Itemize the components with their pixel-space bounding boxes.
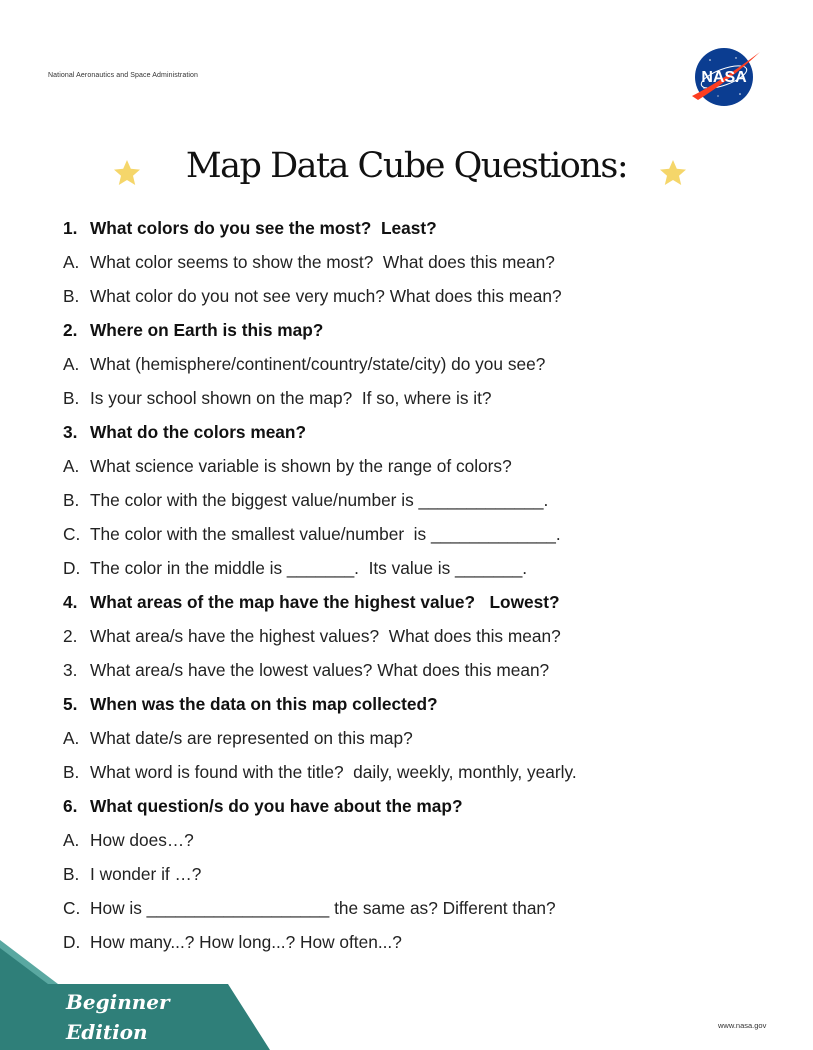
question-text: The color in the middle is _______. Its value is _______. — [90, 558, 528, 578]
question-number: A. — [63, 354, 80, 374]
question-item — [63, 823, 783, 857]
question-heading — [63, 313, 783, 347]
question-number: 3. — [63, 422, 78, 442]
question-number: 6. — [63, 796, 78, 816]
question-list — [63, 211, 783, 959]
page-title: Map Data Cube Questions: — [185, 146, 628, 186]
question-heading — [63, 211, 783, 245]
question-text: What (hemisphere/continent/country/state/city) do you see? — [90, 354, 546, 374]
question-number: A. — [63, 456, 80, 476]
question-text: Where on Earth is this map? — [90, 320, 324, 340]
question-item — [63, 857, 783, 891]
question-number: B. — [63, 864, 80, 884]
question-item — [63, 517, 783, 551]
question-item — [63, 755, 783, 789]
question-text: What do the colors mean? — [90, 422, 307, 442]
question-number: C. — [63, 898, 81, 918]
question-number: B. — [63, 490, 80, 510]
question-text: What science variable is shown by the range of colors? — [90, 456, 512, 476]
question-text: How many...? How long...? How often...? — [90, 932, 402, 952]
edition-line-1: Beginner — [66, 990, 170, 1014]
question-number: 1. — [63, 218, 78, 238]
site-url: www.nasa.gov — [718, 1021, 767, 1030]
question-item — [63, 381, 783, 415]
question-item — [63, 619, 783, 653]
question-item — [63, 653, 783, 687]
question-text: What color do you not see very much? What does this mean? — [90, 286, 562, 306]
question-number: 2. — [63, 626, 78, 646]
question-heading — [63, 789, 783, 823]
edition-line-2: Edition — [66, 1020, 148, 1044]
question-item — [63, 279, 783, 313]
question-text: What area/s have the lowest values? What does this mean? — [90, 660, 550, 680]
question-item — [63, 891, 783, 925]
question-text: What color seems to show the most? What does this mean? — [90, 252, 555, 272]
question-text: What question/s do you have about the map? — [90, 796, 463, 816]
question-number: B. — [63, 762, 80, 782]
question-item — [63, 721, 783, 755]
question-number: D. — [63, 932, 81, 952]
question-number: A. — [63, 830, 80, 850]
question-number: 2. — [63, 320, 78, 340]
question-text: The color with the biggest value/number is _____________. — [90, 490, 549, 510]
question-text: What word is found with the title? daily, weekly, monthly, yearly. — [90, 762, 577, 782]
question-number: B. — [63, 286, 80, 306]
svg-text:NASA: NASA — [701, 69, 747, 86]
question-heading — [63, 585, 783, 619]
question-text: Is your school shown on the map? If so, where is it? — [90, 388, 492, 408]
question-heading — [63, 415, 783, 449]
question-heading — [63, 687, 783, 721]
question-number: B. — [63, 388, 80, 408]
question-number: D. — [63, 558, 81, 578]
question-number: C. — [63, 524, 81, 544]
question-text: How does…? — [90, 830, 194, 850]
edition-label — [66, 987, 170, 1047]
question-item — [63, 551, 783, 585]
nasa-logo-icon — [690, 46, 762, 108]
question-text: How is ___________________ the same as? Different than? — [90, 898, 556, 918]
question-number: A. — [63, 252, 80, 272]
question-text: What areas of the map have the highest value? Lowest? — [90, 592, 560, 612]
agency-name: National Aeronautics and Space Administration — [48, 72, 199, 79]
question-item — [63, 483, 783, 517]
question-text: I wonder if …? — [90, 864, 202, 884]
question-item — [63, 449, 783, 483]
question-number: 4. — [63, 592, 78, 612]
question-text: What colors do you see the most? Least? — [90, 218, 437, 238]
question-text: What area/s have the highest values? What does this mean? — [90, 626, 561, 646]
question-item — [63, 245, 783, 279]
question-number: 5. — [63, 694, 78, 714]
question-text: What date/s are represented on this map? — [90, 728, 413, 748]
question-number: 3. — [63, 660, 78, 680]
question-item — [63, 347, 783, 381]
question-number: A. — [63, 728, 80, 748]
question-text: When was the data on this map collected? — [90, 694, 438, 714]
star-icon — [658, 158, 688, 188]
question-text: The color with the smallest value/number is _____________. — [90, 524, 561, 544]
